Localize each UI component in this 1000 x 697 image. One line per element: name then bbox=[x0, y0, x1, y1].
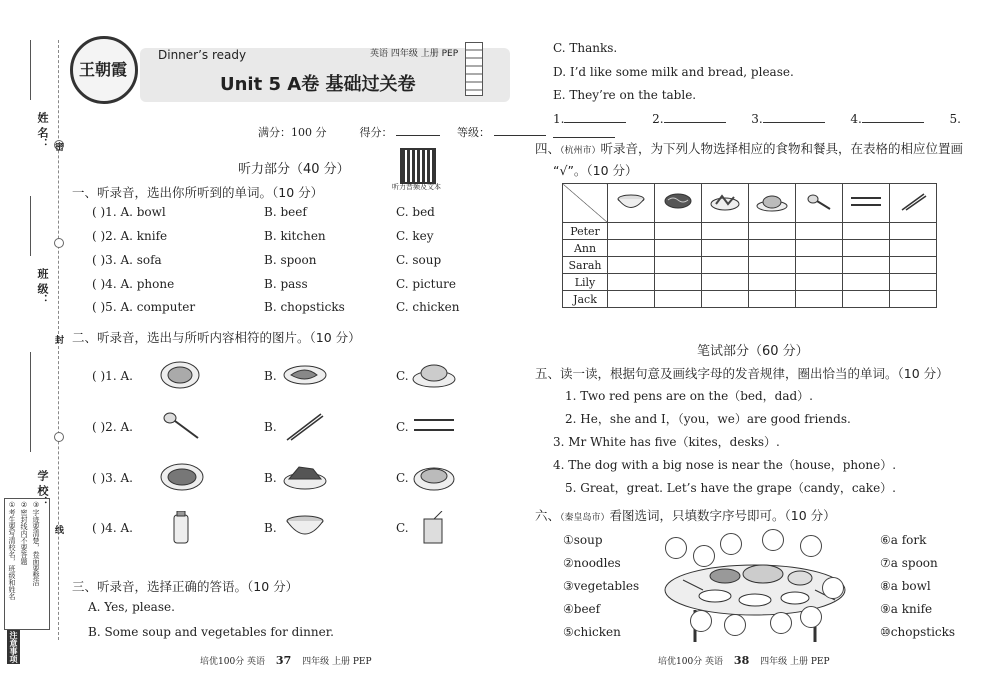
fork-knife-icon[interactable] bbox=[412, 410, 458, 447]
person-name: Jack bbox=[563, 291, 608, 308]
q1-option-b: B. kitchen bbox=[264, 229, 326, 243]
check-cell[interactable] bbox=[749, 291, 796, 308]
check-cell[interactable] bbox=[608, 240, 655, 257]
q3-option-b: B. Some soup and vegetables for dinner. bbox=[88, 625, 334, 639]
answer-circle[interactable] bbox=[800, 535, 822, 557]
check-cell[interactable] bbox=[843, 240, 890, 257]
check-cell[interactable] bbox=[843, 223, 890, 240]
q5-item: 3. Mr White has five（kites，desks）. bbox=[553, 435, 780, 449]
q1-option-b: B. spoon bbox=[264, 253, 317, 267]
q4-title-2: “√”。（10 分） bbox=[553, 163, 638, 178]
q5-item: 4. The dog with a big nose is near the（house，phone）. bbox=[553, 458, 897, 472]
q2-option-c: C. bbox=[396, 369, 409, 383]
q2-option-b: B. bbox=[264, 369, 277, 383]
q3-option-e: E. They’re on the table. bbox=[553, 88, 697, 102]
q4-table bbox=[562, 183, 937, 308]
vegetables-icon bbox=[702, 184, 749, 223]
check-cell[interactable] bbox=[890, 223, 937, 240]
check-cell[interactable] bbox=[796, 274, 843, 291]
class-line bbox=[30, 196, 31, 256]
answer-circle[interactable] bbox=[690, 610, 712, 632]
footer-right bbox=[658, 654, 830, 667]
notes-box bbox=[4, 498, 50, 630]
level-blank[interactable] bbox=[494, 124, 546, 136]
q3-blank[interactable] bbox=[553, 126, 615, 138]
check-cell[interactable] bbox=[608, 257, 655, 274]
q5-item: 2. He，she and I，（you，we）are good friends. bbox=[565, 412, 851, 426]
q3-blank-num: 2. bbox=[652, 112, 664, 126]
q1-item-number: ( )4. A. phone bbox=[92, 277, 175, 291]
q5-item: 1. Two red pens are on the（bed，dad）. bbox=[565, 389, 813, 403]
check-cell[interactable] bbox=[608, 223, 655, 240]
check-cell[interactable] bbox=[796, 240, 843, 257]
q2-option-b: B. bbox=[264, 471, 277, 485]
q1-option-b: B. pass bbox=[264, 277, 308, 291]
chicken-icon bbox=[749, 184, 796, 223]
name-label: 姓 名： bbox=[36, 112, 49, 149]
q3-blank[interactable] bbox=[862, 111, 924, 123]
q6-word: ⑤chicken bbox=[563, 625, 621, 639]
beef-plate-icon[interactable] bbox=[283, 461, 329, 498]
check-cell[interactable] bbox=[608, 274, 655, 291]
level-label: 等级： bbox=[457, 126, 490, 139]
noodles-icon bbox=[655, 184, 702, 223]
shrimp-plate-icon[interactable] bbox=[160, 359, 206, 396]
note-3: ③字迹要清楚，卷面要整洁 bbox=[32, 501, 40, 586]
qr-caption: 听力音频及文本 bbox=[392, 183, 441, 191]
q2-option-b: B. bbox=[264, 420, 277, 434]
q1-option-c: C. key bbox=[396, 229, 434, 243]
q3-answer-row bbox=[553, 111, 1000, 141]
q3-option-d: D. I’d like some milk and bread, please. bbox=[553, 65, 794, 79]
page-number: 38 bbox=[733, 654, 750, 667]
person-name: Lily bbox=[563, 274, 608, 291]
page-header bbox=[70, 36, 500, 106]
q4-table-header bbox=[563, 184, 937, 223]
q1-item-number: ( )1. A. bowl bbox=[92, 205, 166, 219]
answer-circle[interactable] bbox=[665, 537, 687, 559]
answer-circle[interactable] bbox=[822, 577, 844, 599]
chopsticks-icon bbox=[890, 184, 937, 223]
juice-glass-icon[interactable] bbox=[412, 511, 458, 548]
answer-circle[interactable] bbox=[693, 545, 715, 567]
check-cell[interactable] bbox=[655, 223, 702, 240]
name-line bbox=[30, 40, 31, 100]
q6-word: ③vegetables bbox=[563, 579, 640, 593]
q4-table-row bbox=[563, 240, 937, 257]
check-cell[interactable] bbox=[749, 257, 796, 274]
q6-word: ④beef bbox=[563, 602, 601, 616]
score-blank[interactable] bbox=[396, 124, 440, 136]
spoon-icon[interactable] bbox=[160, 410, 206, 447]
check-cell[interactable] bbox=[890, 257, 937, 274]
q3-option-a: A. Yes, please. bbox=[88, 600, 175, 614]
check-cell[interactable] bbox=[655, 257, 702, 274]
listening-section-title: 听力部分（40 分） bbox=[238, 162, 350, 177]
q2-option-c: C. bbox=[396, 521, 409, 535]
writing-section-title: 笔试部分（60 分） bbox=[697, 344, 809, 359]
table-corner bbox=[563, 184, 608, 223]
binding-hole bbox=[54, 238, 64, 248]
school-line bbox=[30, 352, 31, 452]
q2-item-number: ( )3. A. bbox=[92, 471, 133, 485]
q3-blank[interactable] bbox=[664, 111, 726, 123]
q1-option-c: C. picture bbox=[396, 277, 457, 291]
seal-mark: 密 bbox=[53, 142, 63, 151]
q6-word: ⑨a knife bbox=[880, 602, 933, 616]
q6-word: ⑥a fork bbox=[880, 533, 927, 547]
q1-item-number: ( )3. A. sofa bbox=[92, 253, 162, 267]
milk-bottle-icon[interactable] bbox=[160, 511, 206, 548]
bowl-of-soup-icon bbox=[608, 184, 655, 223]
q3-blank-num: 3. bbox=[751, 112, 763, 126]
q1-option-c: C. bed bbox=[396, 205, 435, 219]
q6-title-text: 看图选词，只填数字序号即可。（10 分） bbox=[609, 508, 836, 523]
person-name: Ann bbox=[563, 240, 608, 257]
q4-title-text: 听录音，为下列人物选择相应的食物和餐具，在表格的相应位置画 bbox=[600, 141, 964, 156]
q6-word: ②noodles bbox=[563, 556, 621, 570]
bread-plate-icon[interactable] bbox=[412, 461, 458, 498]
footer-info: 四年级 上册 PEP bbox=[302, 657, 372, 667]
check-cell[interactable] bbox=[796, 257, 843, 274]
lighthouse-icon bbox=[465, 42, 483, 96]
check-cell[interactable] bbox=[702, 274, 749, 291]
q3-blank[interactable] bbox=[564, 111, 626, 123]
check-cell[interactable] bbox=[655, 291, 702, 308]
q2-option-c: C. bbox=[396, 420, 409, 434]
answer-circle[interactable] bbox=[720, 533, 742, 555]
q1-item-number: ( )5. A. computer bbox=[92, 300, 196, 314]
q2-title: 二、听录音，选出与所听内容相符的图片。（10 分） bbox=[72, 330, 361, 345]
person-name: Peter bbox=[563, 223, 608, 240]
brand-logo bbox=[70, 36, 138, 104]
school-label: 学 校： bbox=[36, 470, 49, 507]
q6-city: （秦皇岛市） bbox=[560, 513, 610, 523]
q1-option-b: B. beef bbox=[264, 205, 307, 219]
check-cell[interactable] bbox=[702, 223, 749, 240]
check-cell[interactable] bbox=[702, 240, 749, 257]
check-cell[interactable] bbox=[702, 257, 749, 274]
q4-table-row bbox=[563, 223, 937, 240]
check-cell[interactable] bbox=[796, 291, 843, 308]
seal-mark: 线 bbox=[53, 525, 63, 534]
footer-info: 四年级 上册 PEP bbox=[760, 657, 830, 667]
score-row bbox=[258, 124, 546, 140]
q2-option-c: C. bbox=[396, 471, 409, 485]
check-cell[interactable] bbox=[890, 240, 937, 257]
seal-mark: 封 bbox=[53, 335, 63, 344]
q6-prefix: 六、 bbox=[535, 508, 561, 523]
check-cell[interactable] bbox=[796, 223, 843, 240]
q2-item-number: ( )4. A. bbox=[92, 521, 133, 535]
q6-word: ①soup bbox=[563, 533, 603, 547]
q2-option-b: B. bbox=[264, 521, 277, 535]
check-cell[interactable] bbox=[608, 291, 655, 308]
full-score: 满分：100 分 bbox=[258, 126, 327, 139]
spoon-icon bbox=[796, 184, 843, 223]
soup-bowl-icon[interactable] bbox=[283, 511, 329, 548]
notes-title: 注意事项 bbox=[9, 631, 18, 663]
note-2: ②密封线内不要答题 bbox=[20, 501, 28, 565]
q4-table-row bbox=[563, 257, 937, 274]
check-cell[interactable] bbox=[749, 223, 796, 240]
check-cell[interactable] bbox=[843, 257, 890, 274]
footer-brand: 培优100分 英语 bbox=[200, 657, 266, 667]
check-cell[interactable] bbox=[890, 291, 937, 308]
q1-item-number: ( )2. A. knife bbox=[92, 229, 168, 243]
q3-blank-num: 5. bbox=[949, 112, 961, 126]
footer-left bbox=[200, 654, 372, 667]
binding-hole bbox=[54, 432, 64, 442]
check-cell[interactable] bbox=[749, 240, 796, 257]
q5-item: 5. Great，great. Let’s have the grape（candy，cake）. bbox=[565, 481, 896, 495]
q1-option-c: C. chicken bbox=[396, 300, 460, 314]
check-cell[interactable] bbox=[655, 240, 702, 257]
score-label: 得分： bbox=[359, 126, 393, 139]
lesson-name: Dinner’s ready bbox=[158, 48, 247, 62]
check-cell[interactable] bbox=[702, 291, 749, 308]
fish-plate-icon[interactable] bbox=[283, 359, 329, 396]
q2-item-number: ( )2. A. bbox=[92, 420, 133, 434]
q3-blank-num: 1. bbox=[553, 112, 565, 126]
q3-option-c: C. Thanks. bbox=[553, 41, 618, 55]
answer-circle[interactable] bbox=[724, 614, 746, 636]
q6-word: ⑦a spoon bbox=[880, 556, 938, 570]
q4-city: （杭州市） bbox=[560, 146, 601, 156]
page-title: Unit 5 A卷 基础过关卷 bbox=[220, 74, 416, 95]
chopsticks-icon[interactable] bbox=[283, 410, 329, 447]
check-cell[interactable] bbox=[890, 274, 937, 291]
q1-option-b: B. chopsticks bbox=[264, 300, 345, 314]
answer-circle[interactable] bbox=[800, 606, 822, 628]
roast-chicken-icon[interactable] bbox=[412, 359, 458, 396]
q3-title: 三、听录音，选择正确的答语。（10 分） bbox=[72, 579, 299, 594]
footer-brand: 培优100分 英语 bbox=[658, 657, 724, 667]
q6-word: ⑧a bowl bbox=[880, 579, 931, 593]
q3-blank-num: 4. bbox=[850, 112, 862, 126]
q3-blank[interactable] bbox=[763, 111, 825, 123]
check-cell[interactable] bbox=[749, 274, 796, 291]
q1-title: 一、听录音，选出你所听到的单词。（10 分） bbox=[72, 185, 324, 200]
person-name: Sarah bbox=[563, 257, 608, 274]
answer-circle[interactable] bbox=[762, 529, 784, 551]
noodles-plate-icon[interactable] bbox=[160, 461, 206, 498]
q2-item-number: ( )1. A. bbox=[92, 369, 133, 383]
logo-text: 王朝霞 bbox=[79, 60, 128, 79]
page-number: 37 bbox=[275, 654, 292, 667]
check-cell[interactable] bbox=[843, 274, 890, 291]
q4-table-row bbox=[563, 274, 937, 291]
q5-title: 五、读一读，根据句意及画线字母的发音规律，圈出恰当的单词。（10 分） bbox=[535, 366, 949, 381]
qr-code-icon[interactable] bbox=[400, 148, 436, 184]
q4-prefix: 四、 bbox=[535, 141, 561, 156]
class-label: 班 级： bbox=[36, 268, 49, 305]
q6-word: ⑩chopsticks bbox=[880, 625, 956, 639]
fork-knife-icon bbox=[843, 184, 890, 223]
answer-circle[interactable] bbox=[770, 612, 792, 634]
grade-tags: 英语 四年级 上册 PEP bbox=[370, 49, 459, 59]
q6-title bbox=[535, 506, 836, 524]
q1-option-c: C. soup bbox=[396, 253, 442, 267]
check-cell[interactable] bbox=[655, 274, 702, 291]
q4-title bbox=[535, 139, 963, 157]
q4-table-row bbox=[563, 291, 937, 308]
note-1: ①考生要写清校名，班级和姓名 bbox=[8, 501, 16, 600]
check-cell[interactable] bbox=[843, 291, 890, 308]
